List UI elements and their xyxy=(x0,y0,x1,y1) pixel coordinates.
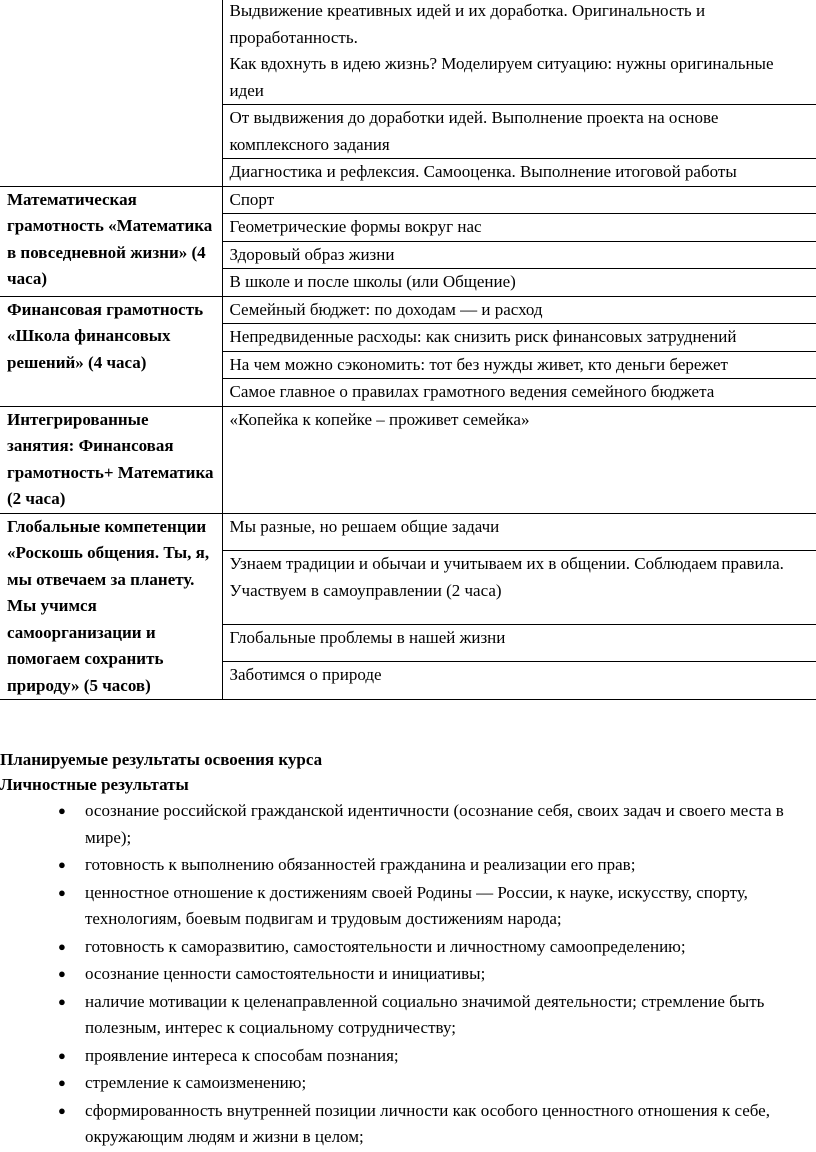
list-item-text: осознание ценности самостоятельности и инициативы; xyxy=(85,964,486,983)
section-cell xyxy=(0,0,222,186)
bullet-icon: ● xyxy=(58,1047,66,1063)
list-item xyxy=(0,1098,816,1151)
list-item xyxy=(0,961,816,988)
table-row xyxy=(0,0,816,51)
list-item-text: осознание российской гражданской идентичности (осознание себя, своих задач и своего места в мире); xyxy=(85,801,784,847)
topic-cell: На чем можно сэкономить: тот без нужды живет, кто деньги бережет xyxy=(222,351,816,379)
bullet-icon: ● xyxy=(58,803,66,818)
topic-cell: Самое главное о правилах грамотного ведения семейного бюджета xyxy=(222,379,816,407)
section-cell: Финансовая грамотность «Школа финансовых решений» (4 часа) xyxy=(0,296,222,406)
table-row xyxy=(0,513,816,551)
section-cell: Глобальные компетенции «Роскошь общения. Ты, я, мы отвечаем за планету. Мы учимся самоорганизации и помогаем сохранить природу» (5 часов) xyxy=(0,513,222,700)
topic-cell: Как вдохнуть в идею жизнь? Моделируем ситуацию: нужны оригинальные идеи xyxy=(222,51,816,105)
table-row xyxy=(0,406,816,513)
personal-results-list xyxy=(0,798,816,1152)
list-item-text: сформированность внутренней позиции личности как особого ценностного отношения к себе, окружающим людям и жизни в целом; xyxy=(85,1100,770,1146)
list-item-text: наличие мотивации к целенаправленной социально значимой деятельности; стремление быть полезным, интерес к социальному сотрудничеству; xyxy=(85,991,765,1037)
section-cell: Математическая грамотность «Математика в повседневной жизни» (4 часа) xyxy=(0,186,222,296)
topic-cell: Геометрические формы вокруг нас xyxy=(222,214,816,242)
bullet-icon: ● xyxy=(58,993,66,1009)
list-item-text: ценностное отношение к достижениям своей Родины — России, к науке, искусству, спорту, технологиям, боевым подвигам и трудовым достижениям народа; xyxy=(85,882,748,928)
table-row xyxy=(0,186,816,214)
list-item-text: готовность к саморазвитию, самостоятельности и личностному самоопределению; xyxy=(85,936,686,956)
list-item xyxy=(0,1043,816,1070)
topic-cell: От выдвижения до доработки идей. Выполнение проекта на основе комплексного задания xyxy=(222,105,816,159)
list-item xyxy=(0,989,816,1042)
personal-results-heading: Личностные результаты xyxy=(0,775,189,794)
list-item xyxy=(0,852,816,879)
bullet-icon: ● xyxy=(58,857,66,872)
bullet-icon: ● xyxy=(58,938,66,954)
topic-cell: Непредвиденные расходы: как снизить риск финансовых затруднений xyxy=(222,324,816,352)
topic-cell: Выдвижение креативных идей и их доработка. Оригинальность и проработанность. xyxy=(222,0,816,51)
topic-cell: Глобальные проблемы в нашей жизни xyxy=(222,624,816,662)
topic-cell: Узнаем традиции и обычаи и учитываем их в общении. Соблюдаем правила. Участвуем в самоуправлении (2 часа) xyxy=(222,551,816,625)
list-item xyxy=(0,934,816,961)
list-item xyxy=(0,1070,816,1097)
topic-cell: Мы разные, но решаем общие задачи xyxy=(222,513,816,551)
bullet-icon: ● xyxy=(58,966,66,981)
topic-cell: Заботимся о природе xyxy=(222,662,816,700)
table-row xyxy=(0,296,816,324)
topic-cell: Семейный бюджет: по доходам — и расход xyxy=(222,296,816,324)
topic-cell: «Копейка к копейке – проживет семейка» xyxy=(222,406,816,513)
topic-cell: Здоровый образ жизни xyxy=(222,241,816,269)
bullet-icon: ● xyxy=(58,1075,66,1090)
list-item-text: проявление интереса к способам познания; xyxy=(85,1045,399,1065)
topic-cell: Диагностика и рефлексия. Самооценка. Выполнение итоговой работы xyxy=(222,159,816,187)
topic-cell: В школе и после школы (или Общение) xyxy=(222,269,816,297)
list-item xyxy=(0,798,816,851)
list-item xyxy=(0,880,816,933)
topic-cell: Спорт xyxy=(222,186,816,214)
bullet-icon: ● xyxy=(58,884,66,900)
list-item-text: готовность к выполнению обязанностей гражданина и реализации его прав; xyxy=(85,855,636,874)
section-cell: Интегрированные занятия: Финансовая грамотность+ Математика (2 часа) xyxy=(0,406,222,513)
bullet-icon: ● xyxy=(58,1102,66,1118)
results-title: Планируемые результаты освоения курса xyxy=(0,750,323,769)
list-item-text: стремление к самоизменению; xyxy=(85,1073,307,1092)
